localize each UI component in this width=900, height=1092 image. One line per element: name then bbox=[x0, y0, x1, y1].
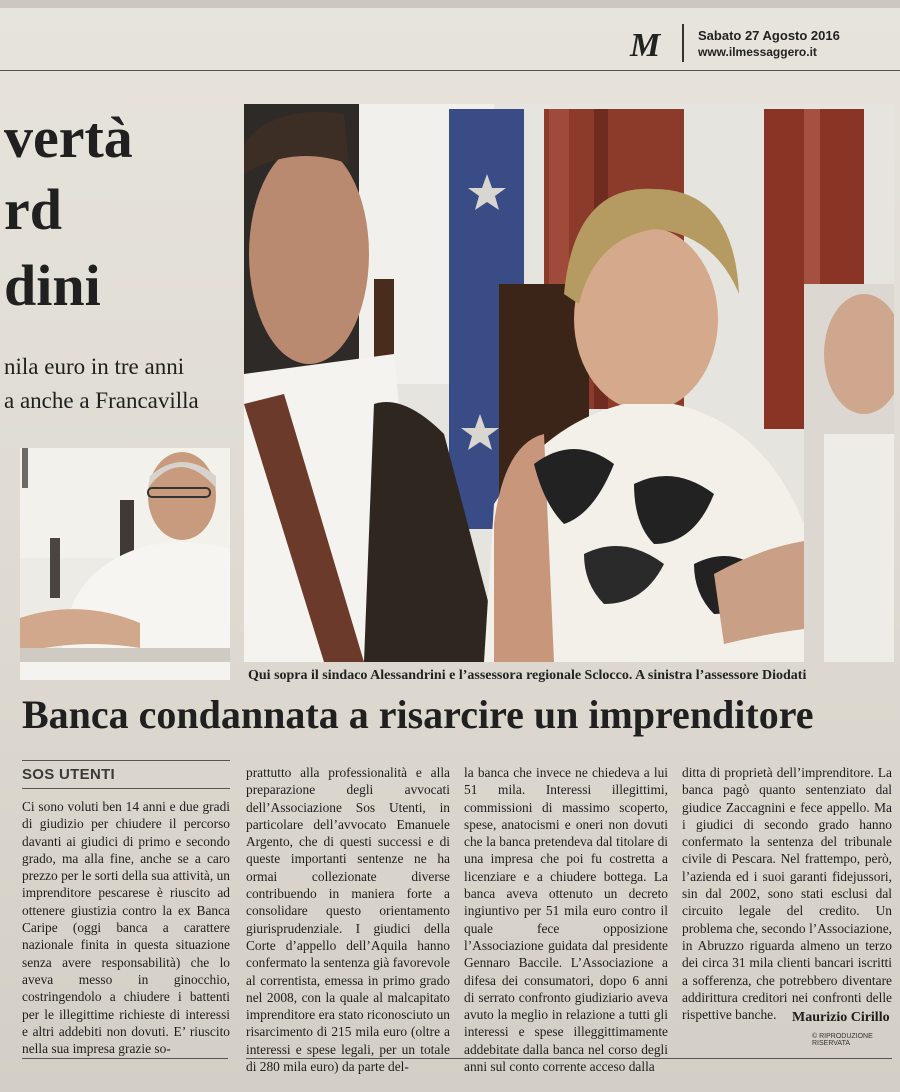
footer-rule-left bbox=[22, 1058, 228, 1059]
previous-subtitle-line-1: nila euro in tre anni bbox=[4, 354, 185, 379]
section-kicker: SOS UTENTI bbox=[22, 766, 116, 783]
article-headline: Banca condannata a risarcire un imprenditore bbox=[22, 692, 814, 737]
article-text: prattutto alla professionalità e alla preparazione degli avvocati dell’Associazione Sos Utenti, in particolare dell’avvocato Emanuele Argento, che di questi successi e di queste importanti sentenze ne ha ormai collezionate diverse contribuendo in maniera forte a consolidare questo orientamento giurisprudenziale. I giudici della Corte d’appello dell’Aquila hanno confermato la sentenza già favorevole al correntista, emessa in primo grado nel 2008, con la quale al malcapitato imprenditore era stato riconosciuto un risarcimento di 215 mila euro (oltre a interessi e spese legali, per un totale di 280 mila euro) da parte del- bbox=[246, 765, 450, 1075]
copyright-notice: © RIPRODUZIONE RISERVATA bbox=[812, 1033, 873, 1047]
issue-date: Sabato 27 Agosto 2016 bbox=[698, 28, 840, 43]
previous-headline-line-3: dini bbox=[4, 253, 101, 318]
photo-caption: Qui sopra il sindaco Alessandrini e l’assessora regionale Sclocco. A sinistra l’assessore Diodati bbox=[248, 668, 807, 683]
article-column-1 bbox=[22, 798, 230, 1057]
footer-rule-right bbox=[246, 1058, 892, 1059]
article-column-3 bbox=[464, 764, 668, 1075]
kicker-rule-top bbox=[22, 760, 230, 761]
previous-headline-line-2: rd bbox=[4, 177, 62, 242]
kicker-rule-bottom bbox=[22, 788, 230, 789]
previous-headline-line-1: vertà bbox=[4, 105, 133, 170]
masthead-rule bbox=[0, 70, 900, 71]
website-url: www.ilmessaggero.it bbox=[698, 45, 817, 59]
masthead-divider bbox=[682, 24, 684, 62]
article-text: Ci sono voluti ben 14 anni e due gradi di giudizio per chiudere il percorso davanti ai giudici di primo e secondo grado, ma alla fine, anche se a caro prezzo per le sorti della sua attività, un imprenditore pescarese è riuscito ad ottenere giustizia contro la ex Banca Caripe (oggi banca a carattere nazionale finita in questa situazione senza avere responsabilità) che lo aveva messo in ginocchio, costringendolo a chiudere i battenti per le illegittime richieste di interessi e altri addebiti non dovuti. E’ riuscito nella sua impresa grazie so- bbox=[22, 799, 230, 1057]
article-text: la banca che invece ne chiedeva a lui 51 mila. Interessi illegittimi, commissioni di massimo scoperto, spese, anatocismi e oneri non dovuti che la banca pretendeva dal titolare di una impresa che poi fu costretta a licenziare e a chiudere bottega. La banca aveva ottenuto un decreto ingiuntivo per 51 mila euro contro il quale fece opposizione l’Associazione guidata dal presidente Gennaro Baccile. L’Associazione a difesa dei consumatori, dopo 6 anni di serrato confronto giudiziario aveva avuto la meglio in relazione a tutti gli interessi e spese illeggittimamente addebitate dalla banca nel corso degli anni sul conto corrente acceso dalla bbox=[464, 765, 668, 1075]
main-photo-sindaco-assessora bbox=[244, 104, 894, 662]
article-text: ditta di proprietà dell’imprenditore. La banca pagò quanto sentenziato dal giudice Zaccagnini e fece appello. Ma i giudici di secondo grado hanno confermato la sentenza del tribunale civile di Pescara. Nel frattempo, però, l’azienda ed i suoi garanti fidejussori, sin dal 2002, sono stati esclusi dal circuito legale del credito. Un problema che, secondo l’Associazione, in Abruzzo riguarda almeno un terzo dei circa 31 mila clienti bancari iscritti a sofferenza, che potrebbero diventare addirittura creditori nei confronti delle rispettive banche. bbox=[682, 765, 892, 1023]
assessore-photo bbox=[20, 448, 230, 680]
article-column-2 bbox=[246, 764, 450, 1075]
newspaper-logo: M bbox=[630, 27, 661, 64]
top-margin bbox=[0, 0, 900, 8]
previous-subtitle-line-2: a anche a Francavilla bbox=[4, 388, 199, 413]
author-byline: Maurizio Cirillo bbox=[792, 1010, 890, 1025]
